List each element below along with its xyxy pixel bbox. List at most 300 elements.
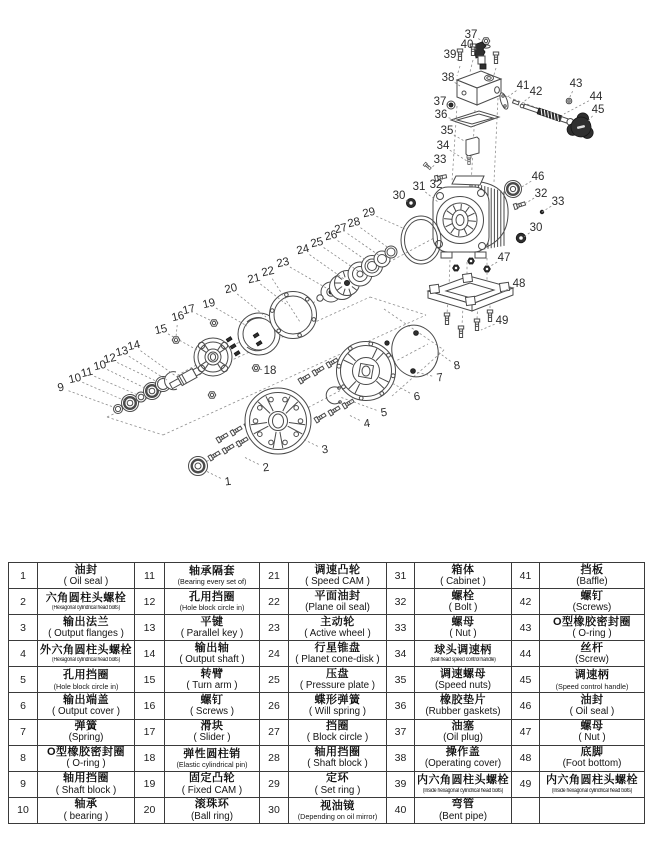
part-callout-30: 30	[392, 190, 406, 203]
part-callout-34: 34	[436, 140, 450, 153]
leader-line	[506, 91, 517, 98]
part-name-cell	[38, 615, 135, 641]
leader-line	[376, 216, 405, 229]
part-no-cell: 42	[512, 589, 540, 615]
part-name-cell	[415, 589, 512, 615]
bolt-32-right	[513, 201, 526, 210]
part-no-cell: 44	[512, 641, 540, 667]
part-callout-43: 43	[569, 78, 583, 91]
part-name-cell	[289, 667, 387, 693]
part-name-cell	[38, 667, 135, 693]
callouts-layer	[57, 29, 605, 488]
slider-17	[234, 351, 240, 356]
part-name-cell	[38, 641, 135, 667]
part-name-zh: 箱体	[451, 563, 475, 576]
screw-16	[172, 337, 180, 344]
part-callout-28: 28	[346, 215, 362, 231]
shaft-parts	[114, 361, 212, 414]
part-callout-25: 25	[309, 235, 325, 251]
part-name-en: (Ball head speed control handle)	[430, 657, 496, 664]
part-name-zh: 螺母	[580, 720, 604, 733]
part-name-en: (Hexagonal cylindrical head bolts)	[52, 604, 120, 611]
pin-18-nut	[252, 365, 260, 372]
part-name-en: ( Set ring )	[314, 784, 361, 796]
part-name-en: ( Shaft block )	[55, 784, 117, 796]
part-callout-37: 37	[433, 96, 447, 109]
leader-line	[107, 370, 149, 391]
part-name-en: ( Speed CAM )	[305, 575, 370, 587]
bolt-2	[236, 436, 249, 447]
part-name-en: ( O-ring )	[66, 758, 106, 770]
part-name-zh: 轴用挡圈	[314, 746, 361, 759]
leader-line	[94, 376, 140, 396]
part-callout-33: 33	[433, 154, 447, 167]
part-name-en: ( Output cover )	[51, 706, 121, 718]
part-no-cell: 28	[260, 745, 289, 771]
part-name-cell	[165, 667, 260, 693]
bolt-49	[474, 319, 479, 331]
part-callout-26: 26	[323, 228, 339, 244]
part-name-cell	[38, 797, 135, 823]
part-callout-49: 49	[495, 315, 509, 328]
part-name-zh: O型橡胶密封圈	[552, 615, 632, 628]
leader-line	[290, 267, 328, 289]
part-name-zh: 滑块	[200, 720, 224, 733]
part-callout-18: 18	[263, 365, 277, 378]
part-name-cell	[415, 771, 512, 797]
part-no-cell: 6	[9, 693, 38, 719]
part-name-en: ( Output shaft )	[179, 654, 245, 666]
oil-sight-plug-30b	[516, 233, 526, 243]
leader-line	[448, 105, 449, 106]
part-no-cell: 37	[387, 719, 415, 745]
part-name-cell	[165, 719, 260, 745]
part-callout-46: 46	[531, 171, 545, 184]
part-name-zh: 螺栓	[451, 589, 475, 602]
part-name-en: (Inside hexagonal cylindrical head bolts)	[422, 787, 504, 794]
ball-20	[317, 295, 323, 301]
leader-line	[196, 314, 212, 322]
leader-line	[478, 39, 483, 41]
part-name-en: ( Planet cone-disk )	[295, 654, 380, 666]
part-no-cell: 17	[135, 719, 165, 745]
part-name-cell	[540, 693, 645, 719]
part-name-cell	[415, 563, 512, 589]
part-callout-27: 27	[333, 221, 349, 237]
part-callout-9: 9	[56, 381, 66, 395]
part-callout-13: 13	[114, 344, 130, 360]
bolt-49	[458, 326, 463, 338]
cam-rings	[238, 292, 323, 356]
slider-17	[230, 344, 236, 349]
part-no-cell: 39	[387, 771, 415, 797]
part-callout-10: 10	[67, 371, 83, 387]
part-name-cell	[165, 589, 260, 615]
part-no-cell: 43	[512, 615, 540, 641]
spring-7	[385, 341, 389, 345]
part-name-en: ( Block circle )	[306, 732, 369, 744]
part-name-cell	[540, 797, 645, 823]
part-name-en: (Elastic cylindrical pin)	[176, 759, 248, 769]
part-no-cell: 3	[9, 615, 38, 641]
leader-line	[82, 382, 128, 402]
part-name-en: (Inside hexagonal cylindrical head bolts)	[551, 787, 633, 794]
part-name-cell	[289, 771, 387, 797]
part-name-en: (Depending on oil mirror)	[297, 812, 378, 822]
bolt-2	[230, 425, 243, 436]
part-name-cell	[415, 641, 512, 667]
part-name-en: (Bearing every set of)	[177, 577, 247, 587]
screw-16	[208, 392, 216, 399]
part-name-en: (Ball ring)	[191, 810, 233, 822]
part-name-cell	[289, 719, 387, 745]
part-name-en: (Rubber gaskets)	[425, 706, 501, 718]
part-name-cell	[38, 589, 135, 615]
part-name-cell	[540, 563, 645, 589]
bolt-4	[312, 365, 325, 376]
part-name-zh: 弹簧	[74, 720, 98, 733]
part-name-cell	[540, 719, 645, 745]
part-callout-40: 40	[460, 39, 474, 52]
part-callout-37: 37	[464, 29, 478, 42]
part-callout-7: 7	[435, 371, 445, 385]
part-name-en: (Speed control handle)	[555, 681, 629, 691]
part-callout-19: 19	[201, 296, 217, 312]
part-no-cell: 1	[9, 563, 38, 589]
part-name-cell	[415, 693, 512, 719]
part-name-zh: 转臂	[200, 667, 224, 680]
part-name-zh: 螺母	[451, 615, 475, 628]
part-name-en: (Speed nuts)	[434, 680, 492, 692]
part-name-zh: 孔用挡圈	[63, 669, 109, 682]
part-no-cell: 25	[260, 667, 289, 693]
part-no-cell: 14	[135, 641, 165, 667]
part-callout-39: 39	[443, 49, 457, 62]
part-no-cell: 20	[135, 797, 165, 823]
part-callout-2: 2	[261, 461, 271, 475]
part-no-cell: 41	[512, 563, 540, 589]
part-no-cell: 7	[9, 719, 38, 745]
part-name-en: ( Nut )	[449, 627, 477, 639]
part-no-cell: 5	[9, 667, 38, 693]
part-no-cell: 22	[260, 589, 289, 615]
disc-stack	[321, 246, 397, 302]
part-callout-21: 21	[246, 271, 262, 287]
set-ring-5	[326, 387, 341, 404]
leader-line	[450, 150, 467, 161]
part-name-zh: 输出轴	[194, 641, 230, 654]
part-name-cell	[165, 693, 260, 719]
part-name-zh: 轴承隔套	[189, 564, 235, 577]
part-name-en: (Baffle)	[576, 575, 608, 587]
part-callout-32: 32	[534, 188, 548, 201]
part-no-cell: 36	[387, 693, 415, 719]
part-name-cell	[289, 615, 387, 641]
part-no-cell: 29	[260, 771, 289, 797]
part-name-en: ( Shaft block )	[307, 758, 368, 770]
part-name-zh: 外六角圆柱头螺栓	[40, 643, 132, 656]
output-flange-3	[245, 388, 311, 454]
part-no-cell: 33	[387, 615, 415, 641]
part-callout-22: 22	[260, 264, 276, 280]
part-no-cell: 24	[260, 641, 289, 667]
part-name-zh: 轴承	[74, 798, 98, 811]
part-no-cell: 38	[387, 745, 415, 771]
part-callout-4: 4	[362, 417, 372, 431]
table-row	[9, 641, 645, 667]
part-no-cell: 32	[387, 589, 415, 615]
part-name-zh: 轴用挡圈	[63, 772, 109, 785]
screw-rod-44	[523, 103, 575, 126]
part-name-en: ( Oil seal )	[63, 575, 109, 587]
leader-line	[117, 363, 160, 384]
part-callout-38: 38	[441, 72, 455, 85]
screw-34	[467, 156, 471, 165]
leader-line	[176, 325, 177, 337]
part-no-cell: 34	[387, 641, 415, 667]
bolt-4	[328, 405, 341, 416]
part-name-en: ( Fixed CAM )	[181, 784, 243, 796]
part-name-zh: 平面油封	[314, 589, 361, 602]
part-no-cell: 19	[135, 771, 165, 797]
table-row	[9, 693, 645, 719]
part-no-cell: 10	[9, 797, 38, 823]
part-name-zh: 调速凸轮	[314, 563, 361, 576]
part-name-en: ( Cabinet )	[440, 575, 486, 587]
part-name-cell	[289, 641, 387, 667]
part-name-zh: 内六角圆柱头螺栓	[417, 774, 509, 787]
bolt-4	[298, 373, 311, 384]
part-no-cell: 46	[512, 693, 540, 719]
part-name-en: ( Slider )	[193, 732, 231, 744]
leader-line	[526, 198, 534, 203]
part-callout-35: 35	[440, 125, 454, 138]
part-name-cell	[165, 797, 260, 823]
part-callout-44: 44	[589, 91, 603, 104]
part-callout-30: 30	[529, 222, 543, 235]
part-no-cell: 8	[9, 745, 38, 771]
part-name-cell	[415, 667, 512, 693]
part-name-zh: 调速柄	[574, 669, 610, 682]
part-no-cell: 16	[135, 693, 165, 719]
part-name-zh: 操作盖	[445, 746, 481, 759]
part-callout-14: 14	[126, 338, 142, 354]
part-name-cell	[289, 797, 387, 823]
leader-line	[392, 383, 410, 393]
part-name-zh: 行星锥盘	[314, 641, 361, 654]
leader-line	[244, 457, 259, 464]
o-ring-43	[566, 98, 572, 104]
table-row	[9, 667, 645, 693]
bolt-2	[208, 450, 221, 461]
bolt-4	[314, 412, 327, 423]
leader-line	[521, 97, 530, 104]
part-name-zh: 调速螺母	[440, 667, 486, 680]
part-name-zh: 平键	[200, 615, 224, 628]
part-name-cell	[289, 563, 387, 589]
part-name-zh: 油封	[74, 563, 98, 576]
slider-17	[226, 337, 232, 342]
part-callout-3: 3	[320, 443, 330, 457]
part-name-en: (Bent pipe)	[439, 810, 487, 822]
part-name-zh: 定环	[326, 772, 349, 785]
part-callout-31: 31	[412, 181, 426, 194]
part-name-zh: 螺钉	[580, 589, 604, 602]
bolt-2	[216, 432, 229, 443]
part-callout-48: 48	[512, 278, 526, 291]
part-name-cell	[540, 589, 645, 615]
part-callout-23: 23	[275, 255, 291, 271]
part-name-cell	[415, 797, 512, 823]
part-name-cell	[289, 745, 387, 771]
part-name-en: ( Turn arm )	[186, 680, 238, 692]
part-name-zh: 挡圈	[326, 720, 349, 733]
part-callout-1: 1	[223, 475, 233, 489]
part-name-en: ( bearing )	[63, 810, 109, 822]
part-name-cell	[165, 745, 260, 771]
part-name-zh: 底脚	[580, 746, 604, 759]
part-no-cell	[512, 797, 540, 823]
part-name-zh: 滚珠环	[194, 798, 230, 811]
part-name-cell	[38, 771, 135, 797]
leader-line	[438, 352, 451, 361]
leader-line	[206, 471, 221, 478]
part-name-zh: 螺钉	[200, 694, 224, 707]
part-callout-5: 5	[379, 406, 389, 420]
screw-16	[210, 320, 218, 327]
part-name-cell	[38, 745, 135, 771]
part-callout-33: 33	[551, 196, 565, 209]
part-name-en: ( Screws )	[189, 706, 235, 718]
speed-nut-35	[466, 137, 479, 156]
part-callout-41: 41	[516, 80, 530, 93]
part-no-cell: 12	[135, 589, 165, 615]
part-no-cell: 13	[135, 615, 165, 641]
part-callout-29: 29	[361, 205, 377, 221]
part-name-en: ( Will spring )	[308, 706, 367, 718]
part-name-cell	[38, 719, 135, 745]
part-no-cell: 11	[135, 563, 165, 589]
parts-table-body	[9, 563, 645, 824]
part-name-cell	[289, 589, 387, 615]
part-name-en: (Spring)	[68, 732, 104, 744]
oil-seal-1	[189, 457, 208, 476]
part-name-cell	[38, 693, 135, 719]
part-name-en: ( Active wheel )	[304, 627, 371, 639]
table-row	[9, 563, 645, 589]
nut-47	[453, 265, 460, 271]
part-name-zh: 视油镜	[320, 799, 355, 812]
part-no-cell: 23	[260, 615, 289, 641]
part-name-zh: 固定凸轮	[189, 772, 235, 785]
part-name-en: (Oil plug)	[443, 732, 483, 744]
leader-line	[454, 135, 466, 142]
part-callout-6: 6	[412, 390, 422, 404]
part-name-zh: 弹性圆柱销	[183, 747, 241, 760]
part-no-cell: 40	[387, 797, 415, 823]
part-no-cell: 35	[387, 667, 415, 693]
part-name-zh: 弯管	[451, 798, 475, 811]
part-name-en: ( Bolt )	[448, 601, 478, 613]
part-name-en: ( O-ring )	[572, 627, 612, 639]
part-name-zh: 孔用挡圈	[189, 591, 235, 604]
part-name-cell	[165, 771, 260, 797]
table-row	[9, 797, 645, 823]
part-name-cell	[165, 641, 260, 667]
part-callout-11: 11	[79, 365, 95, 381]
part-name-zh: 六角圆柱头螺栓	[45, 591, 127, 604]
nut-47	[468, 258, 475, 264]
leader-line	[69, 391, 117, 408]
spring-7	[414, 331, 419, 336]
operating-cover-38	[457, 71, 501, 105]
part-no-cell: 27	[260, 719, 289, 745]
part-no-cell: 31	[387, 563, 415, 589]
part-name-cell	[415, 745, 512, 771]
rubber-gasket-36	[451, 111, 499, 127]
part-callout-16: 16	[170, 309, 186, 325]
bolt-2	[222, 443, 235, 454]
part-name-cell	[540, 771, 645, 797]
part-callout-24: 24	[295, 242, 311, 258]
spring-7	[411, 369, 416, 374]
part-callout-20: 20	[223, 281, 239, 297]
part-name-cell	[415, 719, 512, 745]
part-callout-42: 42	[529, 86, 543, 99]
part-no-cell: 48	[512, 745, 540, 771]
table-row	[9, 771, 645, 797]
part-name-en: ( Output flanges )	[48, 627, 124, 639]
part-name-cell	[165, 615, 260, 641]
part-name-en: ( Pressure plate )	[299, 680, 376, 692]
part-callout-32: 32	[429, 179, 443, 192]
parts-table-grid	[8, 562, 645, 824]
part-callout-36: 36	[434, 109, 448, 122]
leader-line	[349, 415, 360, 420]
part-name-cell	[540, 641, 645, 667]
part-name-en: (Hexagonal cylindrical head bolts)	[52, 657, 120, 664]
parts-table	[8, 562, 644, 824]
part-name-en: (Screw)	[575, 654, 609, 666]
part-name-en: ( Nut )	[578, 732, 606, 744]
part-callout-8: 8	[452, 359, 462, 373]
part-name-cell	[415, 615, 512, 641]
part-name-cell	[165, 563, 260, 589]
part-name-en: (Plane oil seal)	[305, 601, 370, 613]
leader-line	[348, 234, 380, 256]
table-row	[9, 615, 645, 641]
part-no-cell: 21	[260, 563, 289, 589]
part-name-zh: 油塞	[451, 720, 475, 733]
part-name-zh: 丝杆	[580, 641, 604, 654]
leader-line	[168, 334, 197, 350]
part-name-zh: 挡板	[580, 563, 604, 576]
part-no-cell: 9	[9, 771, 38, 797]
part-callout-45: 45	[591, 104, 605, 117]
part-no-cell: 47	[512, 719, 540, 745]
part-name-cell	[38, 563, 135, 589]
part-name-en: (Operating cover)	[424, 758, 502, 770]
table-row	[9, 589, 645, 615]
part-name-cell	[540, 745, 645, 771]
part-name-zh: 输出法兰	[63, 615, 109, 628]
bolt-49	[444, 313, 449, 325]
bolt-49	[487, 310, 492, 322]
part-callout-10: 10	[92, 358, 108, 374]
part-no-cell: 18	[135, 745, 165, 771]
part-name-en: (Foot bottom)	[562, 758, 622, 770]
bolt-39	[493, 52, 498, 64]
